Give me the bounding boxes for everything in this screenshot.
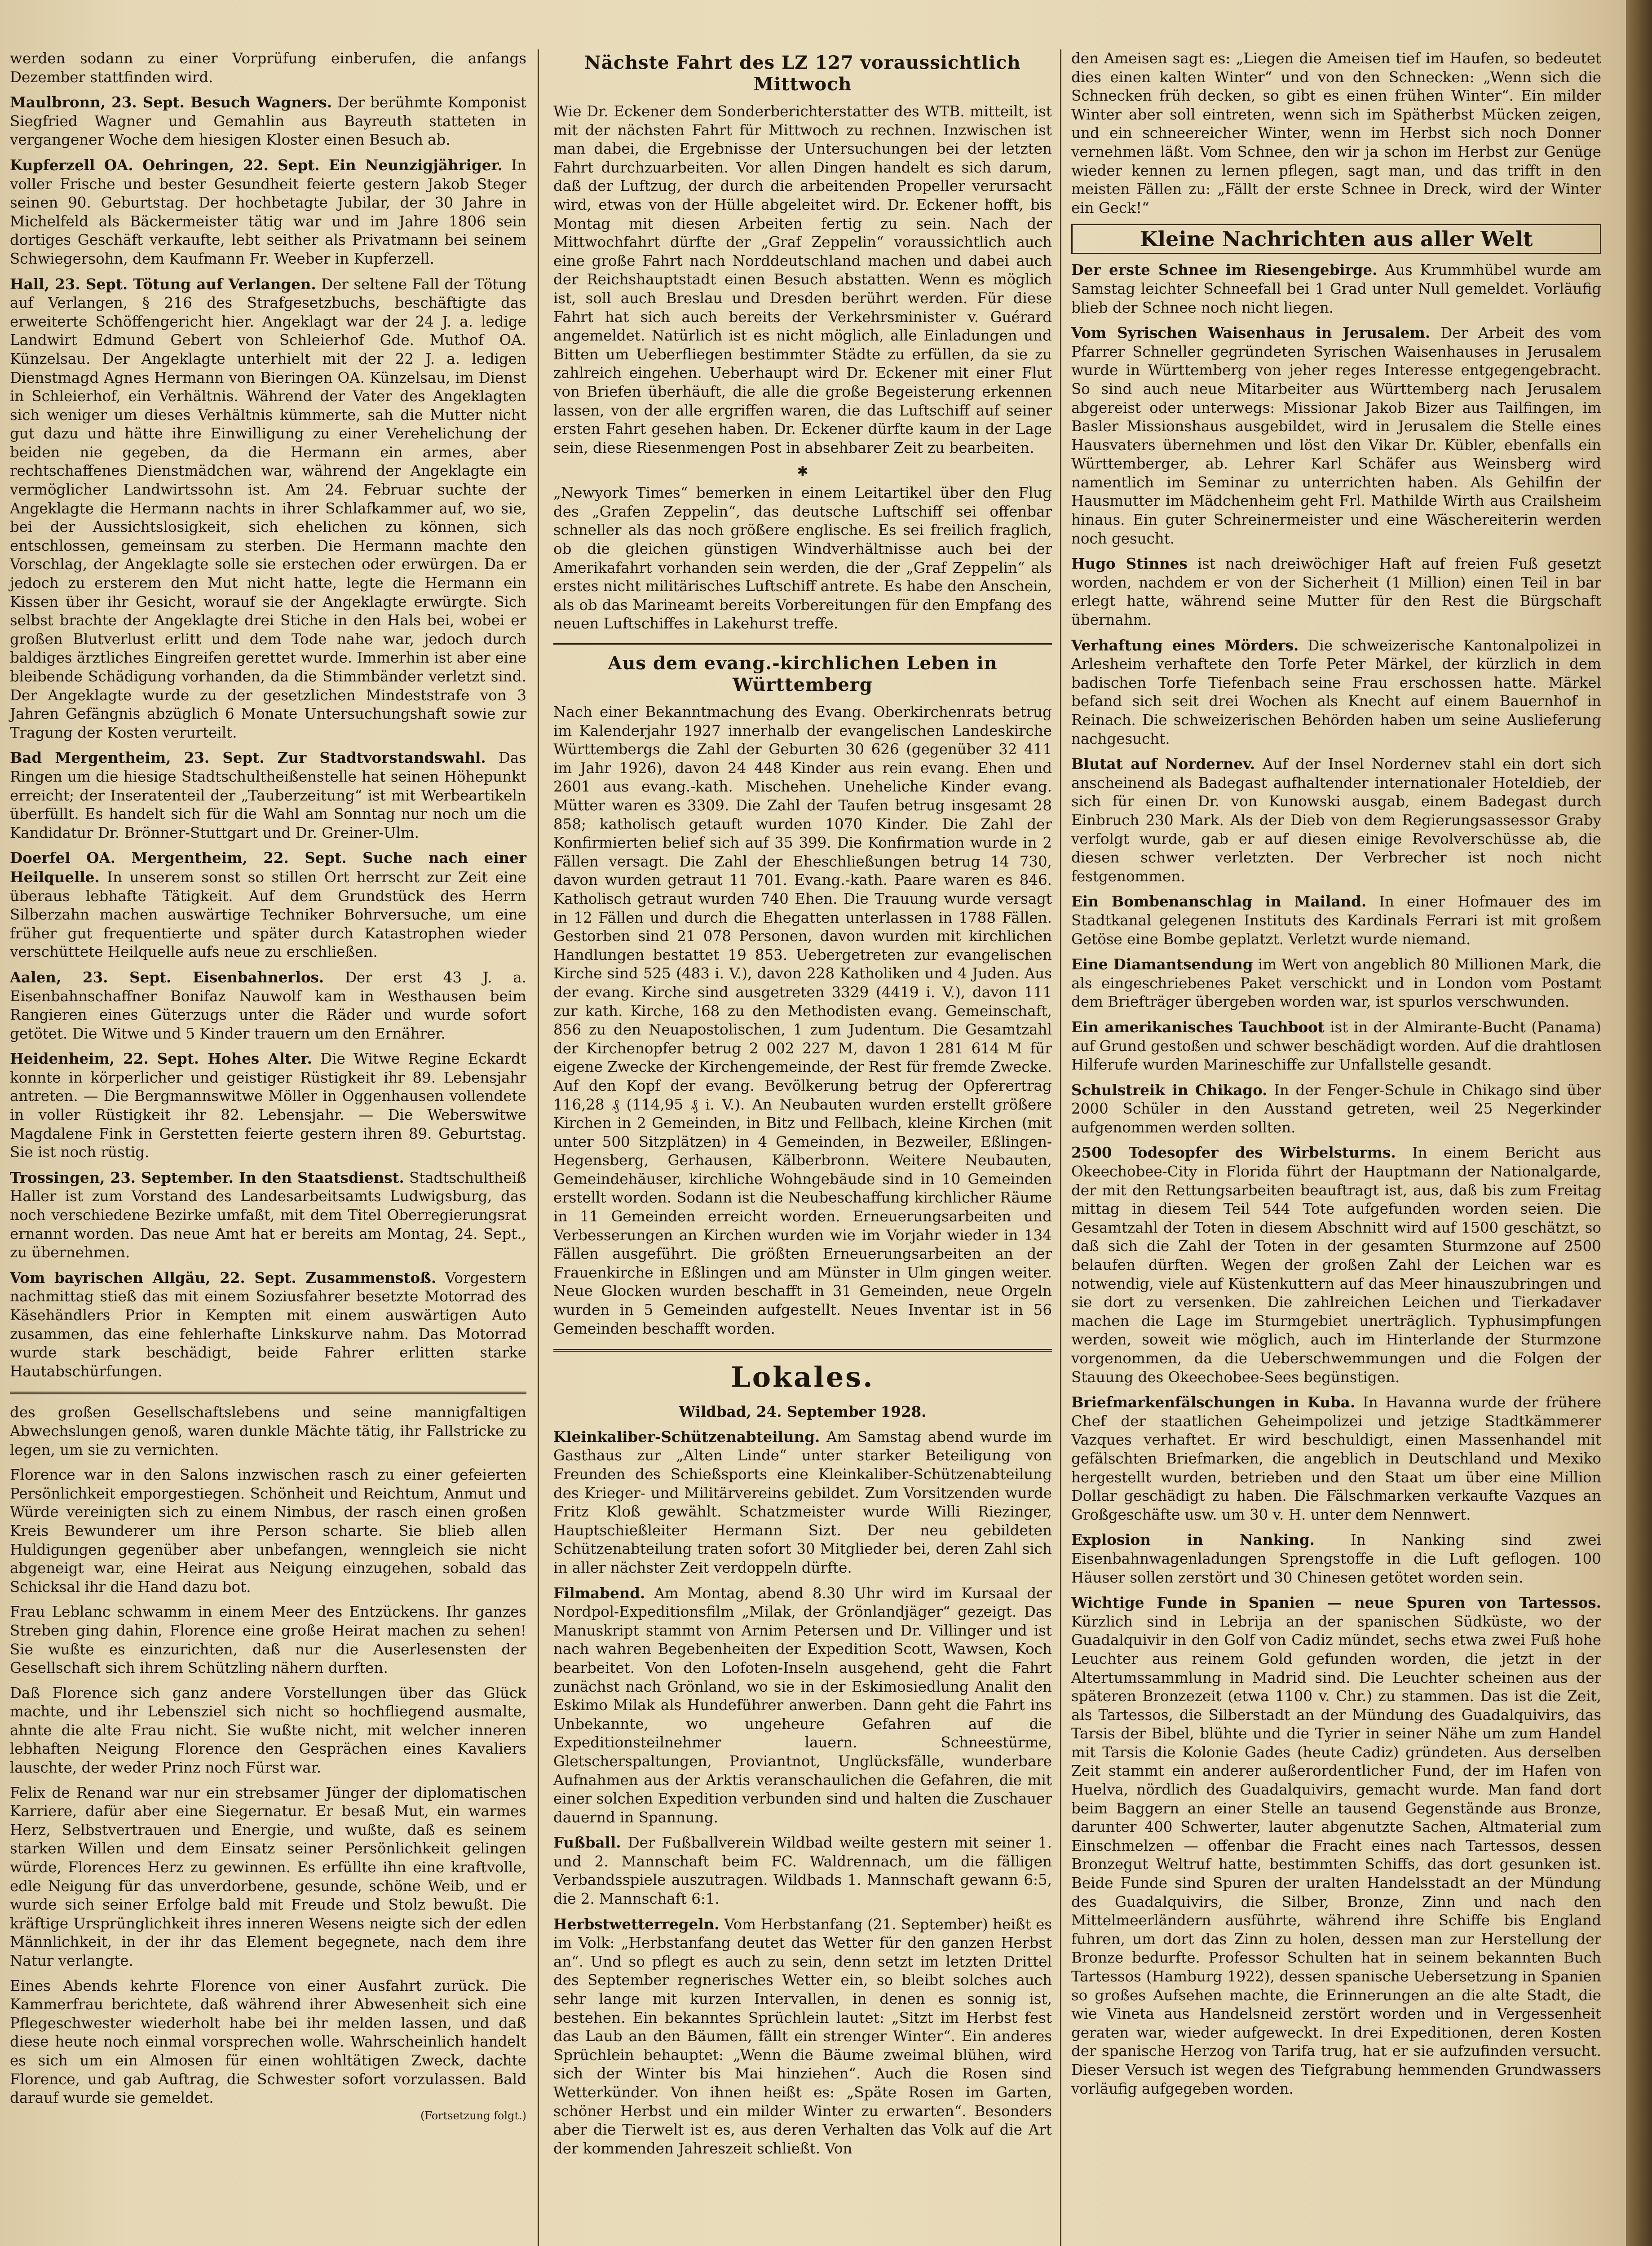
headline-world-news: Kleine Nachrichten aus aller Welt [1071, 224, 1601, 254]
news-text: Vorgestern nachmittag stieß das mit einem Soziusfahrer besetzte Motorrad des Käsehändlers Prior in Kempten mit einem auswärtigen Auto zusammen, das eine fehlerhafte Linkskurve nahm. Das Motorrad wurde stark beschädigt, beide Fahrer erlitten starke Hautabschürfungen. [10, 1269, 526, 1380]
novel-paragraph: Eines Abends kehrte Florence von einer Ausfahrt zurück. Die Kammerfrau berichtete, daß während ihrer Abwesenheit sich eine Pflegeschwester wiederholt habe bei ihr melden lassen, und daß diese heute noch einmal vorsprechen wolle. Wahrscheinlich handelt es sich um ein Almosen für einen wohltätigen Zweck, dachte Florence, und gab Auftrag, die Schwester sofort vorzulassen. Bald darauf wurde sie gemeldet. [10, 1977, 526, 2107]
news-item [1071, 554, 1601, 629]
lokales-dateline: Wildbad, 24. September 1928. [679, 1403, 927, 1421]
news-item [10, 275, 526, 743]
separator-star-icon: ✱ [797, 464, 808, 480]
news-item [10, 849, 526, 962]
news-text: Stadtschultheiß Haller ist zum Vorstand des Landesarbeitsamts Ludwigsburg, das noch verschiedene Bezirke umfaßt, mit dem Titel Oberregierungsrat ernannt worden. Das neue Amt hat er bereits am Montag, 24. Sept., zu übernehmen. [10, 1169, 526, 1261]
news-item [1071, 323, 1601, 548]
news-text: In einem Bericht aus Okeechobee-City in Florida führt der Hauptmann der Nationalgarde, der mit den Rettungsarbeiten beauftragt ist, aus, daß bis zum Freitag mittag in diesem Teil 544 Tote aufgefunden worden seien. Die Gesamtzahl der Toten in diesem Abschnitt wird auf 1500 geschätzt, so daß sich die Zahl der Toten in der gesamten Sturmzone auf 2500 belaufen dürften. Wegen der großen Zahl der Leichen war es notwendig, viele auf Küstenkuttern auf das Meer hinauszubringen und sie dort zu versenken. Die zahlreichen Leichen und Tierkadaver machen die Lage im Sturmgebiet unerträglich. Typhusimpfungen werden, soweit wie möglich, auch im Hinterlande der Sturmzone vorgenommen, da die Ueberschwemmungen und die Folgen der Stauung des Okeechobee-Sees begünstigen. [1071, 1144, 1601, 1386]
news-item [1071, 892, 1601, 949]
column-left [10, 49, 526, 2122]
news-item [1071, 1081, 1601, 1137]
news-item [10, 1269, 526, 1381]
news-text: Am Samstag abend wurde im Gasthaus zur „Alten Linde“ unter starker Beteiligung von Freunden des Schießsports eine Kleinkaliber-Schützenabteilung des Krieger- und Militärvereins gebildet. Zum Vorsitzenden wurde Fritz Kloß gewählt. Schatzmeister wurde Willi Riezinger, Hauptschießleiter Hermann Sizt. Der neu gebildeten Schützenabteilung traten sofort 30 Mitglieder bei, deren Zahl sich in aller nächster Zeit verdoppeln dürfte. [553, 1428, 1052, 1576]
news-text: Der erst 43 J. a. Eisenbahnschaffner Bonifaz Nauwolf kam in Westhausen beim Rangieren eines Güterzugs unter die Räder und wurde sofort getötet. Die Witwe und 5 Kinder trauern um den Ernährer. [10, 968, 526, 1042]
news-dateline: Trossingen, 23. September. In den Staatsdienst. [10, 1168, 404, 1186]
news-text: In Nanking sind zwei Eisenbahnwagenladungen Sprengstoffe in die Luft geflogen. 100 Häuser sollen zerstört und 30 Chinesen getötet worden sein. [1071, 1531, 1601, 1586]
page-edge [1626, 0, 1652, 2246]
news-text: ist nach dreiwöchiger Haft auf freien Fuß gesetzt worden, nachdem er von der Sicherheit (1 Million) einen Teil in bar erlegt hatte, während seine Mutter für den Rest die Bürgschaft übernahm. [1071, 555, 1601, 629]
headline-church: Aus dem evang.-kirchlichen Leben in Württemberg [608, 653, 998, 696]
news-item [1071, 636, 1601, 749]
section-divider [10, 1392, 526, 1394]
news-text: Die Witwe Regine Eckardt konnte in körperlicher und geistiger Rüstigkeit ihr 89. Lebensjahr antreten. — Die Bergmannswitwe Möller in Oggenhausen vollendete in voller Rüstigkeit ihr 82. Lebensjahr. — Die Weberswitwe Magdalene Fink in Gerstetten feierte gestern ihren 89. Geburtstag. Sie ist noch rüstig. [10, 1050, 527, 1161]
news-item [1071, 261, 1601, 317]
news-item [1071, 955, 1601, 1012]
news-dateline: Ein Bombenanschlag in Mailand. [1071, 893, 1367, 911]
news-dateline: Hugo Stinnes [1071, 555, 1188, 573]
news-text: Kürzlich sind in Lebrija an der spanischen Südküste, wo der Guadalquivir in den Golf von Cadiz mündet, sechs etwa zwei Fuß hohe Leuchter aus reinem Gold gefunden worden, die jetzt in der Altertumssammlung in Madrid sind. Die Leuchter scheinen aus der späteren Bronzezeit (etwa 1100 v. Chr.) zu stammen. Das ist die Zeit, als Tartessos, die Silberstadt an der Mündung des Guadalquivirs, das Tarsis der Bibel, blühte und die Tyrier in seiner Nähe um zum Handel mit Tarsis die Kolonie Gades (heute Cadiz) gründeten. Aus derselben Zeit stammt ein anderer außerordentlicher Fund, der im Hafen von Huelva, nördlich des Guadalquivirs, gemacht wurde. Man fand dort beim Baggern an einer Stelle an tausend Gegenstände aus Bronze, darunter 400 Schwerter, lauter abgenutzte Sachen, Altmaterial zum Einschmelzen — offenbar die Fracht eines nach Tartessos, dessen Bronzegut Weltruf hatte, bestimmten Schiffs, das dort gesunken ist. Beide Funde sind Spuren der uralten Handelsstadt an der Mündung des Guadalquivirs, die Silber, Bronze, Zinn und nach den Mittelmeerländern ausführte, während ihre Schiffe bis England fuhren, um dort das Zinn zu holen, dessen man zur Herstellung der Bronze bedurfte. Professor Schulten hat in seinem bekannten Buch Tartessos (Hamburg 1922), dessen spanische Uebersetzung in Spanien so großes Aufsehen machte, die Erinnerungen an die alte Stadt, die wie Vineta aus Handelsneid zerstört worden und in Vergessenheit geraten war, wieder aufgeweckt. In drei Expeditionen, deren Kosten der spanische Herzog von Tarifa trug, hat er sie aufzufinden versucht. Dieser Versuch ist wegen des Tiefgrabung hemmenden Grundwassers vorläufig aufgegeben worden. [1071, 1613, 1601, 2097]
news-dateline: Der erste Schnee im Riesengebirge. [1071, 261, 1378, 279]
news-text: Der seltene Fall der Tötung auf Verlangen, § 216 des Strafgesetzbuchs, beschäftigte das erweiterte Schöffengericht hier. Angeklagt war der 24 J. a. ledige Landwirt Edmund Gebert von Schleierhof Gde. Muthof OA. Künzelsau. Der Angeklagte unterhielt mit der 22 J. a. ledigen Dienstmagd Agnes Hermann von Bieringen OA. Künzelsau, im Dienst in Schleierhof, ein Verhältnis. Während der Vater des Angeklagten sich weniger um dieses Verhältnis kümmerte, sah die Mutter nicht gut dazu und hätte ihre Einwilligung zu einer Verehelichung der beiden nie gegeben, da die Hermann ein armes, aber rechtschaffenes Dienstmädchen war, während der Angeklagte ein vermöglicher Landwirtssohn ist. Am 24. Februar suchte der Angeklagte die Hermann nachts in ihrer Schlafkammer auf, wo sie, bei der Aussichtslosigkeit, sich ehelichen zu können, sich entschlossen, gemeinsam zu sterben. Die Hermann machte den Vorschlag, der Angeklagte solle sie erstechen oder erwürgen. Da er jedoch zu ersterem den Mut nicht hatte, legte die Hermann ein Kissen über ihr Gesicht, worauf sie der Angeklagte erwürgte. Sich selbst brachte der Angeklagte drei Stiche in den Hals bei, wobei er großen Blutverlust erlitt und dem Tode nahe war, jedoch durch baldiges ärztliches Eingreifen gerettet wurde. Immerhin ist aber eine bleibende Schädigung vorhanden, da die Stimmbänder verletzt sind. Der Angeklagte wurde zu der gesetzlichen Mindeststrafe von 3 Jahren Gefängnis abzüglich 6 Monate Untersuchungshaft sowie zur Tragung der Kosten verurteilt. [10, 275, 526, 741]
news-item [10, 968, 526, 1043]
section-divider [553, 643, 1052, 645]
news-item [1071, 1530, 1601, 1587]
column-right [1071, 49, 1601, 2105]
news-dateline: Kupferzell OA. Oehringen, 22. Sept. Ein Neunzigjähriger. [10, 156, 503, 174]
news-dateline: 2500 Todesopfer des Wirbelsturms. [1071, 1144, 1396, 1162]
news-item [10, 93, 526, 150]
novel-paragraph: Florence war in den Salons inzwischen rasch zu einer gefeierten Persönlichkeit emporgestiegen. Schönheit und Reichtum, Anmut und Würde vereinigten sich zu einem Nimbus, der rasch einen großen Kreis Bewunderer um ihre Person scharte. Sie blieb allen Huldigungen gegenüber aber unbefangen, wenngleich sie nicht abgeneigt war, eine Heirat aus Neigung einzugehen, sobald das Schicksal ihr die Hand dazu bot. [10, 1466, 526, 1596]
column-divider [1060, 49, 1061, 2246]
news-text: Das Ringen um die hiesige Stadtschultheißenstelle hat seinen Höhepunkt erreicht; der Inseratenteil der „Tauberzeitung“ ist mit Werbeartikeln überfüllt. Es handelt sich für die Wahl am Sonntag nur noch um die Kandidatur Dr. Brönner-Stuttgart und Dr. Greiner-Ulm. [10, 749, 526, 841]
news-dateline: Kleinkaliber-Schützenabteilung. [553, 1428, 820, 1446]
news-dateline: Hall, 23. Sept. Tötung auf Verlangen. [10, 275, 316, 293]
news-dateline: Fußball. [553, 1834, 621, 1852]
article-text: „Newyork Times“ bemerken in einem Leitartikel über den Flug des „Grafen Zeppelin“, das deutsche Luftschiff sei offenbar schneller als das noch größere englische. Es sei freilich fraglich, ob die gleichen günstigen Windverhältnisse auch bei der Amerikafahrt vorhanden sein werden, die der „Graf Zeppelin“ als erstes nicht militärisches Luftschiff antrete. Es habe den Anschein, als ob das Marineamt bereits Vorbereitungen für den Empfang des neuen Luftschiffes in Lakehurst treffe. [553, 484, 1052, 632]
headline-lokales: Lokales. [731, 1361, 875, 1394]
news-dateline: Wichtige Funde in Spanien — neue Spuren von Tartessos. [1071, 1594, 1601, 1612]
news-item [1071, 1393, 1601, 1524]
news-text: Am Montag, abend 8.30 Uhr wird im Kursaal der Nordpol-Expeditionsfilm „Milak, der Grönlandjäger“ gezeigt. Das Manuskript stammt von Arnim Petersen und Dr. Villinger und ist nach wahren Begebenheiten der Expedition Scott, Wawsen, Koch bearbeitet. Von den Lofoten-Inseln ausgehend, geht die Fahrt zunächst nach Grönland, wo sie in der Eskimosiedlung Analit den Eskimo Milak als Hundeführer anwerben. Dann geht die Fahrt ins Unbekannte, wo ungeheure Gefahren auf die Expeditionsteilnehmer lauern. Schneestürme, Gletscherspaltungen, Proviantnot, Unglücksfälle, wunderbare Aufnahmen aus der Arktis veranschaulichen die Gefahren, die mit einer solchen Expedition verbunden sind und halten die Zuschauer dauernd in Spannung. [553, 1584, 1052, 1826]
news-text: In voller Frische und bester Gesundheit feierte gestern Jakob Steger seinen 90. Geburtstag. Der hochbetagte Jubilar, der 30 Jahre in Michelfeld als Bäckermeister tätig war und im Jahre 1806 sein dortiges Geschäft verkaufte, lebt seither als Privatmann bei seinem Schwiegersohn, dem Kaufmann Fr. Weeber in Kupferzell. [10, 156, 526, 267]
news-item [1071, 755, 1601, 886]
serial-novel [10, 1403, 526, 2107]
news-dateline: Ein amerikanisches Tauchboot [1071, 1018, 1325, 1036]
news-dateline: Doerfel OA. Mergentheim, 22. Sept. Suche nach einer Heilquelle. [10, 849, 526, 886]
news-item [553, 1915, 1052, 2158]
news-dateline: Explosion in Nanking. [1071, 1531, 1315, 1549]
news-dateline: Vom bayrischen Allgäu, 22. Sept. Zusammenstoß. [10, 1269, 437, 1287]
local-news-list [553, 1428, 1052, 2158]
headline-zeppelin: Nächste Fahrt des LZ 127 voraussichtlich Mittwoch [584, 52, 1021, 95]
news-item [1071, 1018, 1601, 1074]
news-text: In einer Hofmauer des im Stadtkanal gelegenen Instituts des Kardinals Ferrari ist mit großem Getöse eine Bombe geplatzt. Verletzt wurde niemand. [1071, 893, 1601, 948]
news-dateline: Filmabend. [553, 1584, 645, 1602]
news-dateline: Schulstreik in Chikago. [1071, 1081, 1268, 1099]
world-news-list [1071, 261, 1601, 2098]
news-dateline: Herbstwetterregeln. [553, 1915, 720, 1933]
news-item [553, 1428, 1052, 1578]
article-text: den Ameisen sagt es: „Liegen die Ameisen tief im Haufen, so bedeutet dies einen kalten Winter“ und von den Schnecken: „Wenn sich die Schnecken früh decken, so gibt es einen frühen Winter“. Ein milder Winter aber soll eintreten, wenn sich im Spätherbst Mücken zeigen, und ein schneereicher Winter, wenn im Herbst sich noch Donner vernehmen läßt. Vom Schnee, den wir ja schon im Herbst zur Genüge wieder kennen zu lernen pflegen, sagt man, und das trifft in den meisten Fällen zu: „Fällt der erste Schnee in Dreck, wird der Winter ein Geck!“ [1071, 50, 1601, 217]
news-text: Der berühmte Komponist Siegfried Wagner und Gemahlin aus Bayreuth statteten in vergangener Woche dem hiesigen Kloster einen Besuch ab. [10, 94, 526, 149]
news-item [1071, 1593, 1601, 2098]
news-item [10, 1049, 526, 1162]
news-text: In unserem sonst so stillen Ort herrscht zur Zeit eine überaus lebhafte Tätigkeit. Auf dem Grundstück des Herrn Silberzahn machen auswärtige Techniker Bohrversuche, um eine früher gut frequentierte und später durch Katastrophen wieder verschüttete Heilquelle aufs neue zu erschließen. [10, 868, 526, 961]
news-text: Vom Herbstanfang (21. September) heißt es im Volk: „Herbstanfang deutet das Wetter für den ganzen Herbst an“. Und so pflegt es auch zu sein, denn setzt im letzten Drittel des September regnerisches Wetter ein, so bleibt solches auch sehr lange mit kurzen Intervallen, in denen es sonnig ist, bestehen. Ein bekanntes Sprüchlein lautet: „Sitzt im Herbst fest das Laub an den Bäumen, fällt ein strenger Winter“. Ein anderes Sprüchlein behauptet: „Wenn die Bäume zweimal blühen, wird sich der Winter bis Mai hinziehen“. Auch die Rosen sind Wetterkünder. Von ihnen heißt es: „Späte Rosen im Garten, schöner Herbst und ein milder Winter zu erwarten“. Besonders aber die Tierwelt ist es, aus deren Verhalten das Volk auf die Art der kommenden Jahreszeit schließt. Von [553, 1915, 1052, 2157]
novel-paragraph: des großen Gesellschaftslebens und seine mannigfaltigen Abwechslungen genoß, waren dunkle Mächte tätig, ihr Fallstricke zu legen, um sie zu vernichten. [10, 1404, 526, 1459]
news-item [10, 156, 526, 269]
news-dateline: Briefmarkenfälschungen in Kuba. [1071, 1393, 1356, 1411]
news-dateline: Aalen, 23. Sept. Eisenbahnerlos. [10, 968, 324, 986]
section-divider [553, 1349, 1052, 1352]
news-item [10, 1168, 526, 1262]
continued-note: (Fortsetzung folgt.) [420, 2109, 526, 2122]
news-text: Auf der Insel Nordernev stahl ein dort sich anscheinend als Badegast aufhaltender internationaler Hoteldieb, der sich für einen Dr. von Kunowski ausgab, einem Badegast durch Einbruch 230 Mark. Als der Dieb von dem Regierungsassessor Graby verfolgt wurde, gab er auf diesen einige Revolverschüsse ab, die diesen schwer verletzten. Der Verbrecher ist noch nicht festgenommen. [1071, 756, 1601, 885]
news-item [10, 748, 526, 842]
novel-paragraph: Daß Florence sich ganz andere Vorstellungen über das Glück machte, und ihr Lebensziel sich nicht so hochfliegend ausmalte, ahnte die alte Frau nicht. Sie wußte nicht, mit welcher inneren lebhaften Neigung Florence den Gesprächen eines Kavaliers lauschte, der weder Prinz noch Fürst war. [10, 1684, 526, 1777]
news-item [1071, 1143, 1601, 1387]
novel-paragraph: Frau Leblanc schwamm in einem Meer des Entzückens. Ihr ganzes Streben ging dahin, Florence eine große Heirat machen zu sehen! Sie wußte es einzurichten, daß nur die Auserlesensten der Gesellschaft sich ihrem Schützling nähern durften. [10, 1603, 526, 1677]
news-dateline: Verhaftung eines Mörders. [1071, 636, 1299, 654]
column-divider [538, 49, 539, 2246]
news-text: Aus Krummhübel wurde am Samstag leichter Schneefall bei 1 Grad unter Null gemeldet. Vorläufig blieb der Schnee noch nicht liegen. [1071, 261, 1601, 316]
news-dateline: Heidenheim, 22. Sept. Hohes Alter. [10, 1050, 312, 1068]
news-text: Der Fußballverein Wildbad weilte gestern mit seiner 1. und 2. Mannschaft beim FC. Waldrennach, um die fälligen Verbandsspiele auszutragen. Wildbads 1. Mannschaft gewann 6:5, die 2. Mannschaft 6:1. [553, 1834, 1052, 1908]
news-dateline: Bad Mergentheim, 23. Sept. Zur Stadtvorstandswahl. [10, 749, 486, 767]
article-text: werden sodann zu einer Vorprüfung einberufen, die anfangs Dezember stattfinden wird. [10, 50, 526, 86]
news-text: im Wert von angeblich 80 Millionen Mark, die als eingeschriebenes Paket verschickt und in London vom Postamt dem Briefträger übergeben worden war, ist spurlos verschwunden. [1071, 956, 1601, 1011]
news-item [553, 1584, 1052, 1827]
news-dateline: Eine Diamantsendung [1071, 955, 1253, 973]
news-text: Die schweizerische Kantonalpolizei in Arlesheim verhaftete den Torfe Peter Märkel, der kürzlich in dem badischen Torfe Tiefenbach seine Frau erschossen hatte. Märkel befand sich seit drei Wochen als Knecht auf einem Bauernhof in Reinach. Die schweizerischen Behörden haben um seine Auslieferung nachgesucht. [1071, 637, 1601, 747]
news-text: In der Fenger-Schule in Chikago sind über 2000 Schüler in den Ausstand getreten, weil 25 Negerkinder aufgenommen werden sollten. [1071, 1081, 1601, 1136]
column-middle [553, 49, 1052, 2164]
news-dateline: Vom Syrischen Waisenhaus in Jerusalem. [1071, 324, 1431, 342]
regional-news-list [10, 93, 526, 1381]
article-text: Nach einer Bekanntmachung des Evang. Oberkirchenrats betrug im Kalenderjahr 1927 innerhalb der evangelischen Landeskirche Württembergs die Zahl der Geburten 30 626 (gegenüber 32 411 im Jahr 1926), davon 24 448 Kinder aus rein evang. Ehen und 2601 aus evang.-kath. Mischehen. Uneheliche Kinder evang. Mütter waren es 3309. Die Zahl der Taufen betrug insgesamt 28 858; katholisch getauft wurden 1070 Kinder. Die Zahl der Konfirmierten belief sich auf 35 399. Die Konfirmation wurde in 2 Fällen versagt. Die Zahl der Eheschließungen betrug 14 730, davon wurden getraut 11 701. Evang.-kath. Paare waren es 846. Katholisch getraut wurden 740 Ehen. Die Trauung wurde versagt in 12 Fällen und durch die Ehegatten unterlassen in 1788 Fällen. Gestorben sind 21 078 Personen, davon wurden mit kirchlichen Handlungen bestattet 19 853. Uebergetreten zur evangelischen Kirche sind 525 (483 i. V.), davon 228 Katholiken und 4 Juden. Aus der evang. Kirche sind ausgetreten 3329 (4419 i. V.), davon 111 zur kath. Kirche, 168 zu den Methodisten evang. Gemeinschaft, 856 zu den Neuapostolischen, 1 zum Judentum. Die Gesamtzahl der Kirchenopfer betrug 2 002 227 M, davon 1 281 614 M für eigene Zwecke der Kirchengemeinde, der Rest für fremde Zwecke. Auf den Kopf der evang. Bevölkerung betrug der Opferertrag 116,28 ₰ (114,95 ₰ i. V.). An Neubauten wurden erstellt größere Kirchen in 2 Gemeinden, in Bitz und Fellbach, kleine Kirchen (mit unter 500 Sitzplätzen) in 4 Gemeinden, in Bezweiler, Eßlingen-Hegensberg, Gerhausen, Kälberbronn. Weitere Neubauten, Gemeindehäuser, kirchliche Wohngebäude sind in 10 Gemeinden erstellt worden. Sodann ist die Neubeschaffung kirchlicher Räume in 11 Gemeinden erreicht worden. Erneuerungsarbeiten und Verbesserungen an Kirchen wurden wie im Vorjahr wieder in 134 Fällen ausgeführt. Die größten Erneuerungsarbeiten an der Frauenkirche in Eßlingen und am Münster in Ulm gingen weiter. Neue Glocken wurden beschafft in 31 Gemeinden, neue Orgeln wurden in 5 Gemeinden aufgestellt. Neues Inventar ist in 56 Gemeinden beschafft worden. [553, 703, 1052, 1337]
news-dateline: Maulbronn, 23. Sept. Besuch Wagners. [10, 93, 332, 111]
news-dateline: Blutat auf Nordernev. [1071, 755, 1255, 773]
news-text: In Havanna wurde der frühere Chef der staatlichen Geheimpolizei und jetzige Stadtkämmerer Vazques verhaftet. Er wird beschuldigt, einen Massenhandel mit gefälschten Briefmarken, die angeblich in Deutschland und Mexiko hergestellt wurden, betrieben und den Staat um über eine Million Dollar geschädigt zu haben. Die Fälschmarken verkaufte Vazques an Großgeschäfte usw. um 30 v. H. unter dem Nennwert. [1071, 1394, 1601, 1523]
news-text: Der Arbeit des vom Pfarrer Schneller gegründeten Syrischen Waisenhauses in Jerusalem wurde in Württemberg von jeher reges Interesse entgegengebracht. So sind auch neue Mitarbeiter aus Württemberg nach Jerusalem abgereist oder unterwegs: Missionar Jakob Bizer aus Tailfingen, im Basler Missionshaus ausgebildet, wird in Jerusalem die Stelle eines Hausvaters übernehmen und löst den Vikar Dr. Kübler, ebenfalls ein Württemberger, ab. Lehrer Karl Schäfer aus Weinsberg wird namentlich im Seminar zu unterrichten haben. Als Gehilfin der Hausmutter im Mädchenheim geht Frl. Mathilde Wirth aus Crailsheim hinaus. Ein guter Schreinermeister und eine Wäschereiterin werden noch gesucht. [1071, 324, 1601, 547]
article-text: Wie Dr. Eckener dem Sonderberichterstatter des WTB. mitteilt, ist mit der nächsten Fahrt für Mittwoch zu rechnen. Inzwischen ist man dabei, die Ergebnisse der Untersuchungen bei der letzten Fahrt durchzuarbeiten. Vor allen Dingen handelt es sich darum, daß der Luftzug, der durch die arbeitenden Propeller verursacht wird, etwas von der Hülle abgeleitet wird. Dr. Eckener hofft, bis Montag mit diesen Arbeiten fertig zu sein. Nach der Mittwochfahrt dürfte der „Graf Zeppelin“ voraussichtlich auch eine große Fahrt nach Norddeutschland machen und dabei auch der Reichshauptstadt einen Besuch abstatten. Wenn es möglich ist, soll auch Breslau und Dresden berührt werden. Für diese Fahrt hat sich auch bereits der Verkehrsminister v. Guérard angemeldet. Natürlich ist es nicht möglich, alle Einladungen und Bitten um Ueberfliegen bestimmter Städte zu erfüllen, da sie zu zahlreich eingehen. Ueberhaupt wird Dr. Eckener mit einer Flut von Briefen überhäuft, die alle die große Begeisterung erkennen lassen, von der alle ergriffen waren, die das Luftschiff auf seiner ersten Fahrt gesehen haben. Dr. Eckener dürfte kaum in der Lage sein, diese Riesenmengen Post in absehbarer Zeit zu bearbeiten. [553, 103, 1052, 456]
news-item [553, 1833, 1052, 1908]
novel-paragraph: Felix de Renand war nur ein strebsamer Jünger der diplomatischen Karriere, dafür aber eine Siegernatur. Er besaß Mut, ein warmes Herz, Selbstvertrauen und Energie, und wußte, daß es seinem starken Willen und dem Einsatz seiner Persönlichkeit gelingen würde, Florences Herz zu gewinnen. Es erfüllte ihn eine kraftvolle, edle Neigung für das unverdorbene, gesunde, schöne Weib, und er wurde sich seiner Erfolge bald mit Freude und Stolz bewußt. Die kräftige Ursprünglichkeit ihres inneren Wesens neigte sich der edlen Männlichkeit, in der ihr das Element begegnete, nach dem ihre Natur verlangte. [10, 1784, 526, 1969]
news-text: ist in der Almirante-Bucht (Panama) auf Grund gestoßen und schwer beschädigt worden. Auf die drahtlosen Hilferufe wurden Marineschiffe zur Unfallstelle gesandt. [1071, 1018, 1601, 1074]
